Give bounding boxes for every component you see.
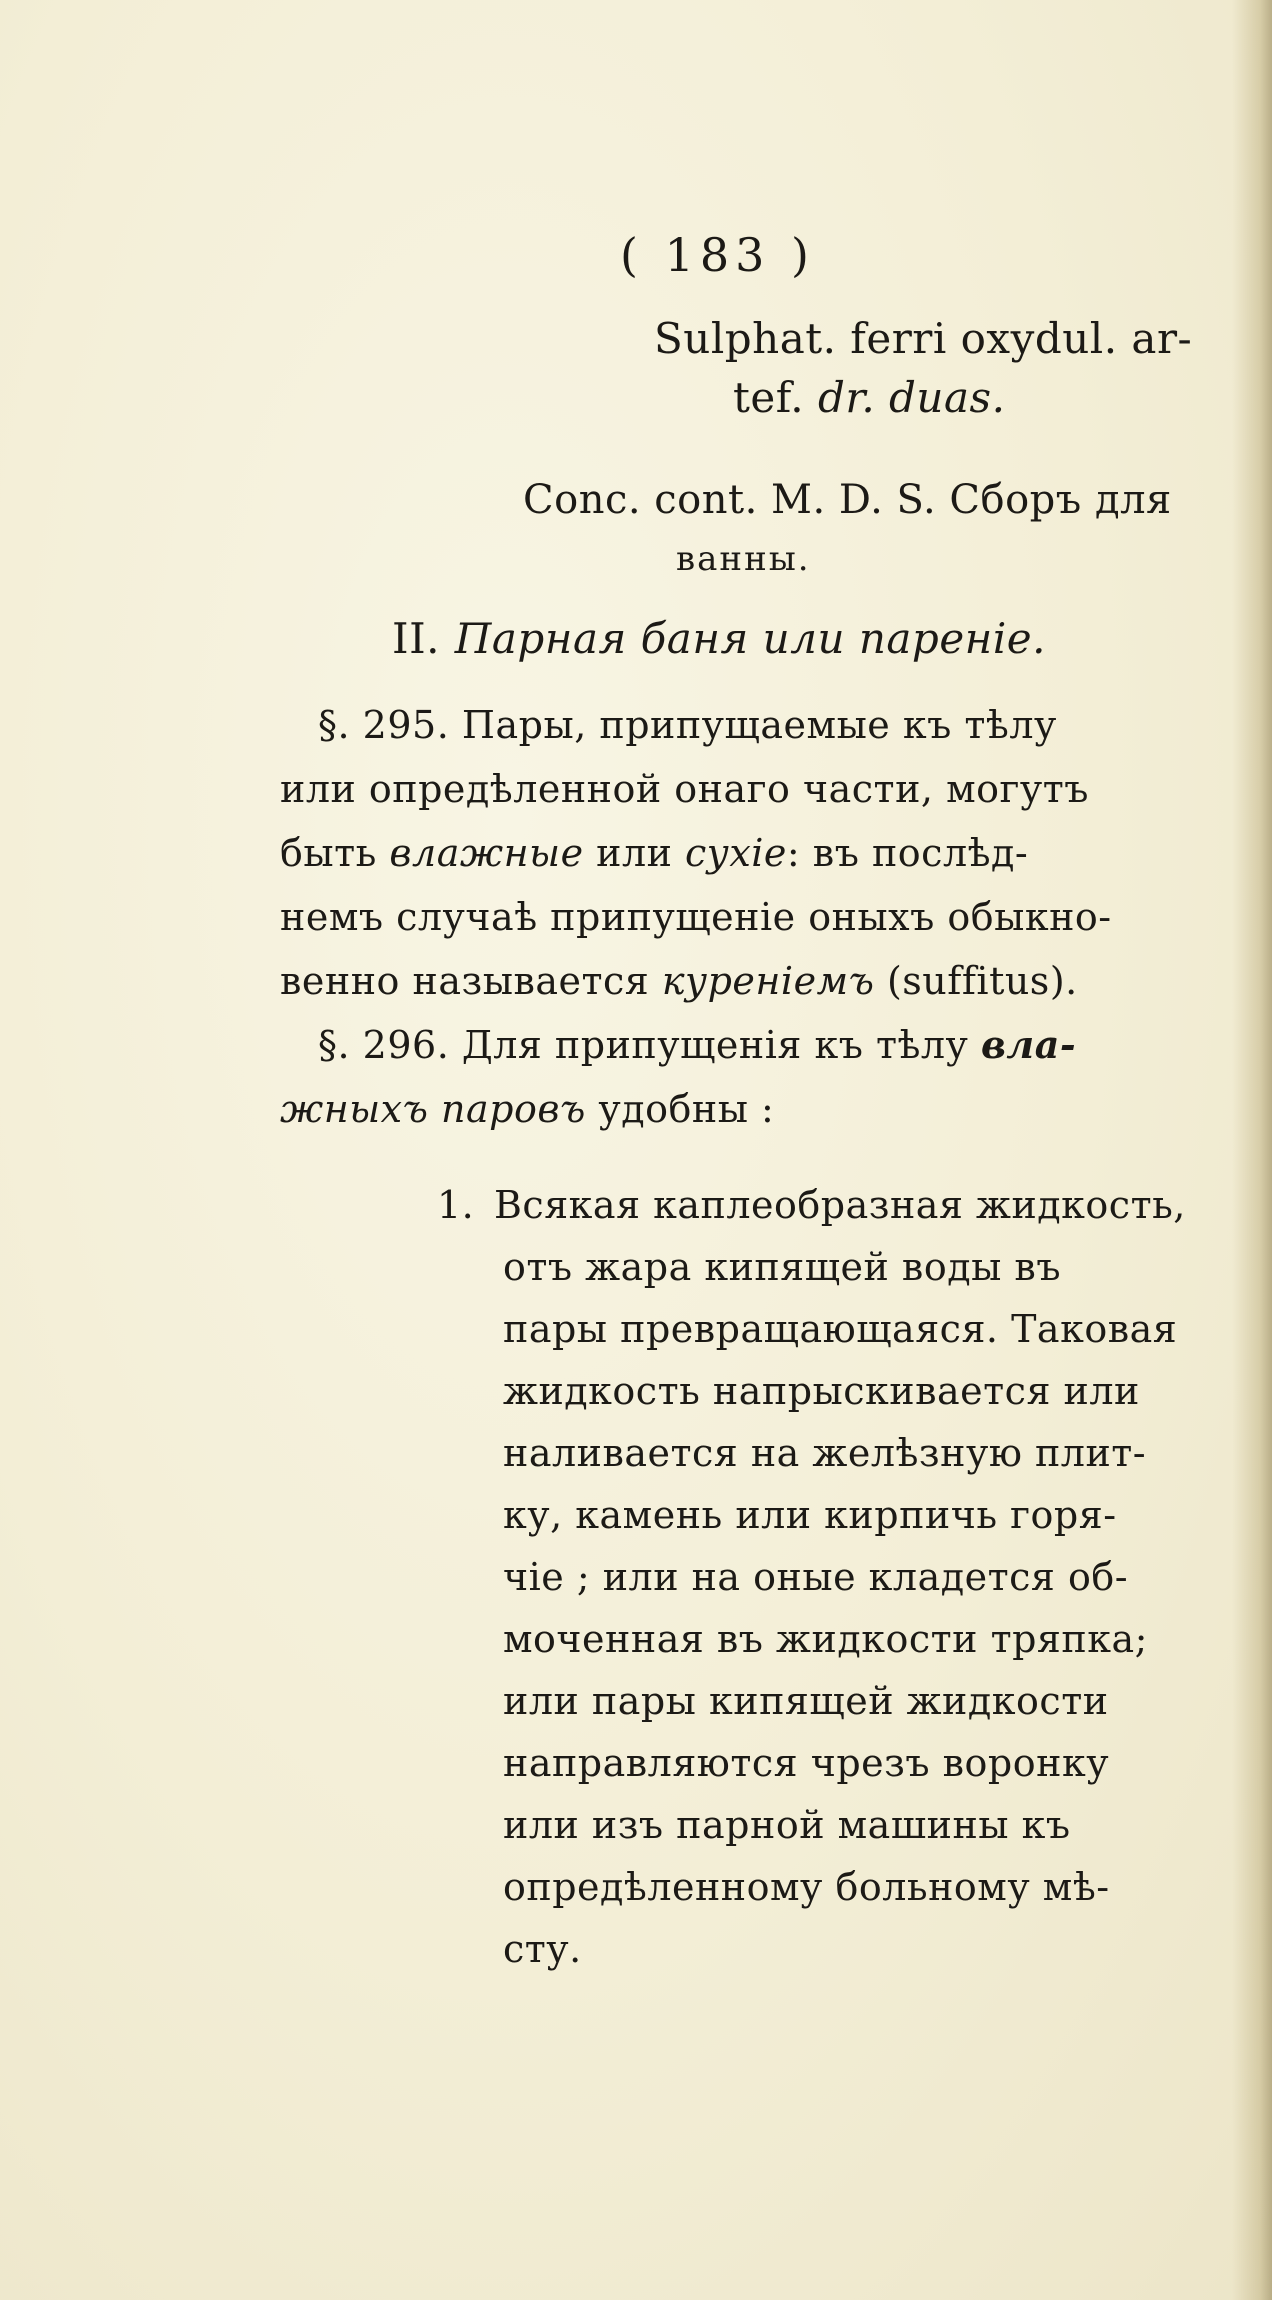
item-1-line-1: Всякая каплеобразная жидкость, xyxy=(494,1183,1186,1227)
para-295-line-2: или опредѣленной онаго части, могутъ xyxy=(280,767,1089,811)
item-1-line-12: опредѣленному больному мѣ- xyxy=(503,1865,1110,1909)
para-295-text: : въ послѣд- xyxy=(786,831,1029,875)
para-295-text: или xyxy=(583,831,686,875)
item-1-line-5: наливается на желѣзную плит- xyxy=(503,1431,1147,1475)
prescription-line-2 xyxy=(733,373,1006,422)
para-295-line-4: немъ случаѣ припущеніе оныхъ обыкно- xyxy=(280,895,1112,939)
prescription-line-2-plain: tef. xyxy=(733,373,818,422)
term-fumigation: куреніемъ xyxy=(661,959,875,1003)
page-edge-shadow xyxy=(1232,0,1272,2300)
item-1-line-6: ку, камень или кирпичь горя- xyxy=(503,1493,1117,1537)
formula-line-2: ванны. xyxy=(676,539,811,579)
item-1-line-4: жидкость напрыскивается или xyxy=(503,1369,1140,1413)
item-1-line-9: или пары кипящей жидкости xyxy=(503,1679,1109,1723)
section-heading xyxy=(392,614,1046,663)
prescription-dose: dr. duas. xyxy=(817,373,1006,422)
item-number: 1. xyxy=(437,1183,475,1227)
para-296-line-1 xyxy=(318,1022,1077,1067)
section-title: Парная баня или пареніе. xyxy=(454,614,1046,663)
term-moist: вла- xyxy=(980,1022,1077,1067)
section-numeral: II. xyxy=(392,614,441,663)
para-295-text: (suffitus). xyxy=(874,959,1078,1003)
item-1-line-13: сту. xyxy=(503,1927,582,1971)
formula-line-1: Conc. cont. M. D. S. Сборъ для xyxy=(523,477,1172,523)
item-1-line-2: отъ жара кипящей воды въ xyxy=(503,1245,1061,1289)
para-296-text: удобны : xyxy=(585,1087,775,1131)
term-dry: сухіе xyxy=(685,831,787,875)
term-moist-vapours: жныхъ паровъ xyxy=(280,1087,586,1131)
item-1-line-10: направляются чрезъ воронку xyxy=(503,1741,1110,1785)
para-296-line-2 xyxy=(280,1087,775,1131)
item-1-line-3: пары превращающаяся. Таковая xyxy=(503,1307,1178,1351)
para-295-text: быть xyxy=(280,831,390,875)
para-296-text: §. 296. Для припущенія къ тѣлу xyxy=(318,1023,981,1067)
item-1-line-8: моченная въ жидкости тряпка; xyxy=(503,1617,1148,1661)
item-1-line-11: или изъ парной машины къ xyxy=(503,1803,1071,1847)
prescription-line-1: Sulphat. ferri oxydul. ar- xyxy=(654,314,1193,363)
para-295-line-1: §. 295. Пары, припущаемые къ тѣлу xyxy=(318,703,1057,747)
page-number: ( 183 ) xyxy=(620,228,815,282)
para-295-text: венно называется xyxy=(280,959,662,1003)
item-1-line-7: чіе ; или на оные кладется об- xyxy=(503,1555,1129,1599)
para-295-line-5 xyxy=(280,959,1078,1003)
para-295-line-3 xyxy=(280,831,1029,875)
term-wet: влажные xyxy=(389,831,584,875)
